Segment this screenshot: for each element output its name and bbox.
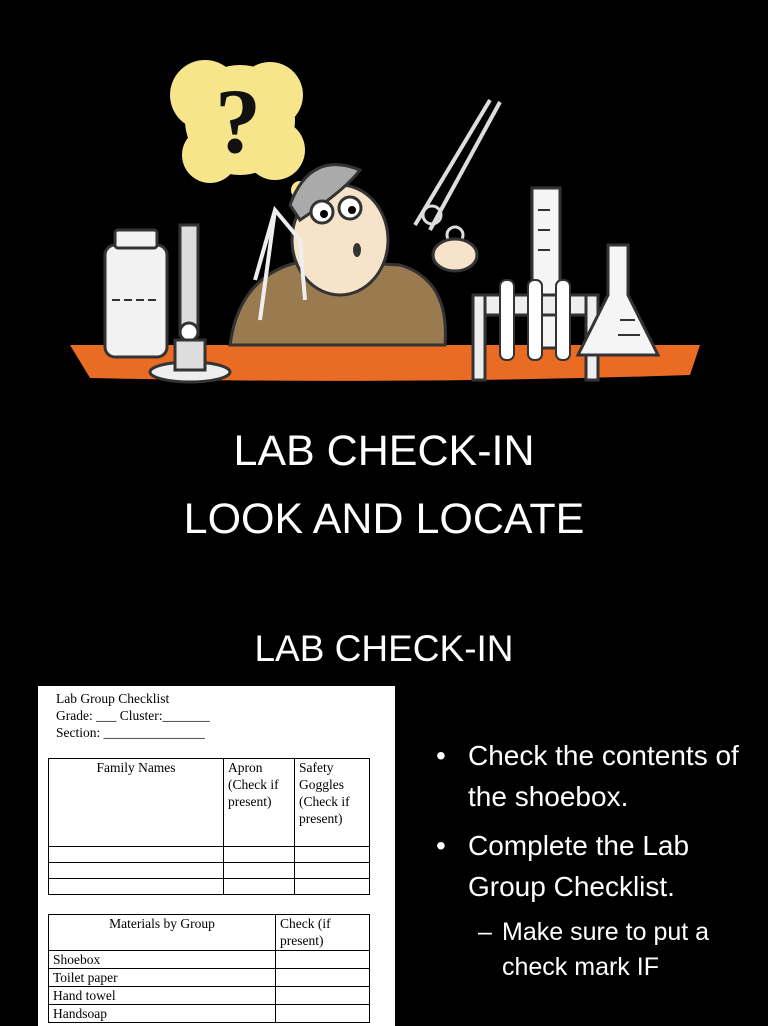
materials-table (48, 914, 370, 1023)
material-name: Hand towel (49, 987, 276, 1005)
table-row (49, 879, 370, 895)
material-name: Handsoap (49, 1005, 276, 1023)
table-row (49, 987, 370, 1005)
checklist-heading: Lab Group Checklist (56, 691, 170, 706)
lab-scientist-illustration (60, 40, 710, 400)
lab-group-checklist-document (38, 686, 395, 1026)
section-line: Section: _______________ (56, 725, 205, 740)
slide-2-title: LAB CHECK-IN (254, 628, 514, 669)
sub-list-item (436, 915, 756, 985)
bullet-list (436, 735, 756, 985)
dash-icon: – (478, 918, 492, 946)
bullet-text: Check the contents of the shoebox. (468, 740, 739, 812)
bullet-text: Complete the Lab Group Checklist. (468, 830, 690, 902)
table-row (49, 969, 370, 987)
slide-title-line-1: LAB CHECK-IN (233, 427, 535, 475)
bullet-icon: • (436, 740, 446, 771)
table-row (49, 863, 370, 879)
bullet-icon: • (436, 830, 446, 861)
sub-bullet-text: Make sure to put a check mark IF (502, 918, 710, 981)
check-header: Check (if present) (276, 915, 370, 951)
safety-goggles-header: Safety Goggles (Check if present) (295, 759, 370, 847)
material-name: Toilet paper (49, 969, 276, 987)
jar-icon (105, 230, 167, 357)
checklist-header (56, 690, 210, 741)
family-names-table (48, 758, 370, 895)
slide-2 (0, 590, 768, 1024)
materials-header: Materials by Group (49, 915, 276, 951)
table-row (49, 951, 370, 969)
family-names-header: Family Names (49, 759, 224, 847)
svg-text:?: ? (215, 70, 261, 172)
grade-cluster-line: Grade: ___ Cluster:_______ (56, 708, 210, 723)
material-name: Shoebox (49, 951, 276, 969)
apron-header: Apron (Check if present) (224, 759, 295, 847)
slide-title-line-2: LOOK AND LOCATE (183, 495, 585, 543)
list-item (436, 735, 756, 817)
list-item (436, 825, 756, 907)
table-row (49, 1005, 370, 1023)
table-row (49, 847, 370, 863)
